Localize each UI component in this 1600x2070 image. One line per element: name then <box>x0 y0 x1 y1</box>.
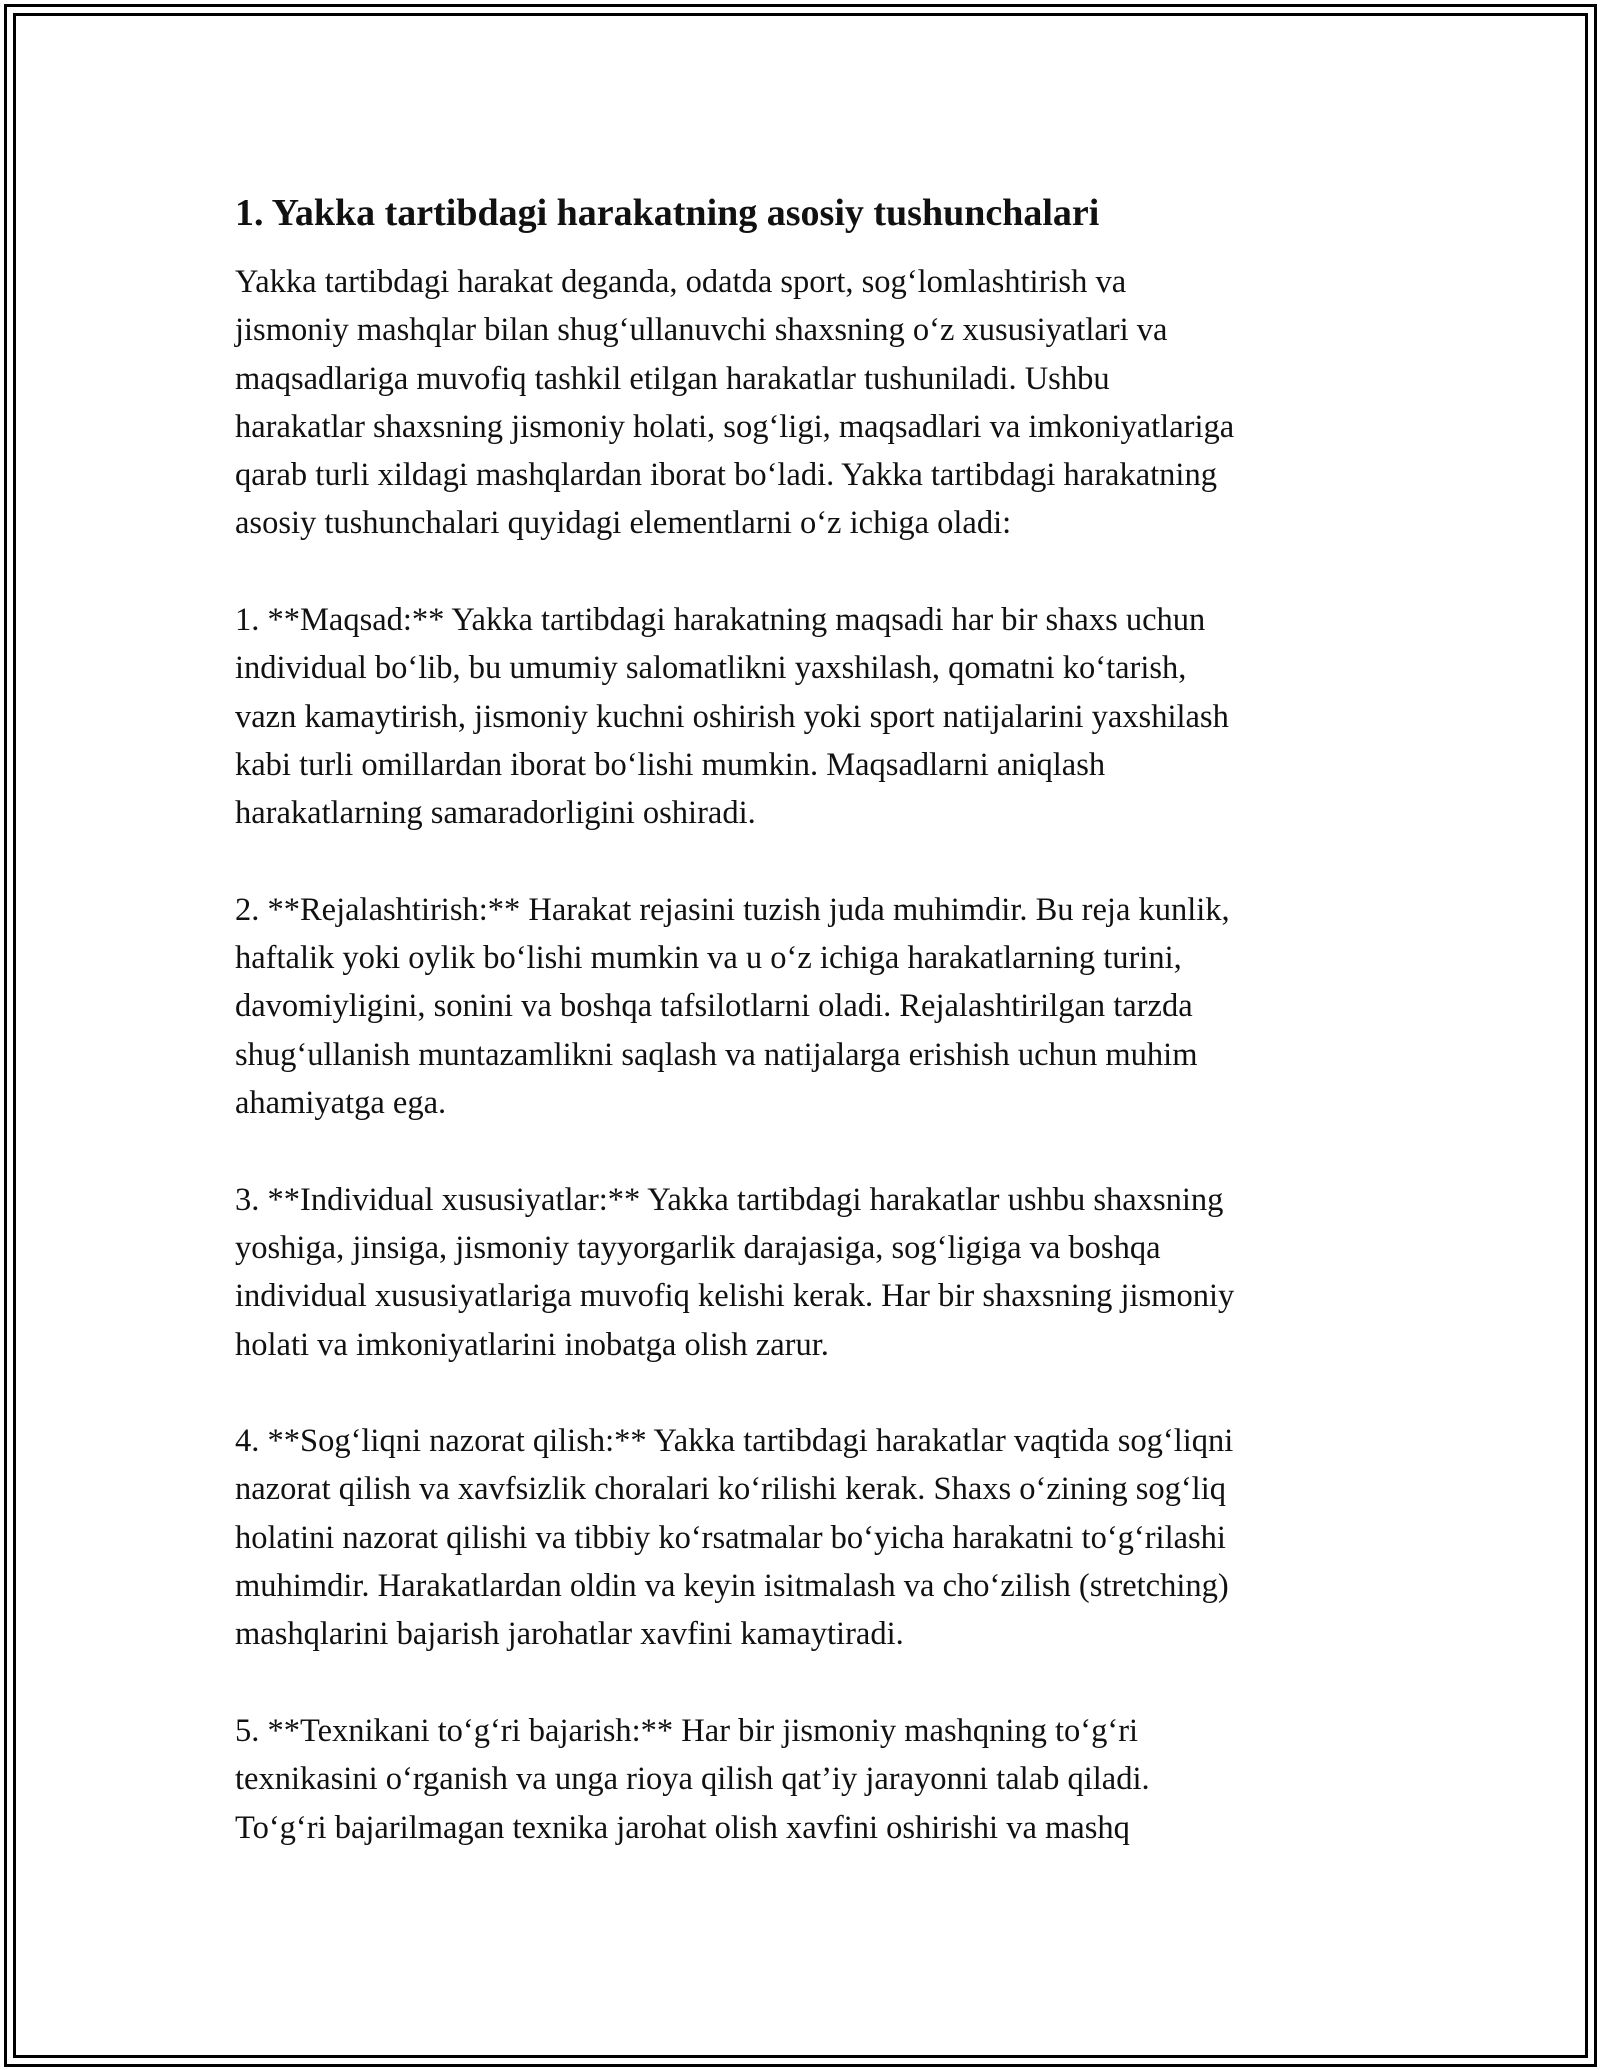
paragraph-rejalashtirish: 2. **Rejalashtirish:** Harakat rejasini tuzish juda muhimdir. Bu reja kunlik, haftalik yoki oylik bo‘lishi mumkin va u o‘z ichiga harakatlarning turini, davomiyligini, sonini va boshqa tafsilotlarni oladi. Rejalashtirilgan tarzda shug‘ullanish muntazamlikni saqlash va natijalarga erishish uchun muhim ahamiyatga ega. <box>235 891 1230 1122</box>
paragraph-texnika: 5. **Texnikani to‘g‘ri bajarish:** Har bir jismoniy mashqning to‘g‘ri texnikasini o‘rganish va unga rioya qilish qat’iy jarayonni talab qiladi. To‘g‘ri bajarilmagan texnika jarohat olish xavfini oshirishi va mashq <box>235 1712 1150 1846</box>
document-body <box>235 185 1385 1900</box>
paragraph-maqsad: 1. **Maqsad:** Yakka tartibdagi harakatning maqsadi har bir shaxs uchun individual bo‘lib, bu umumiy salomatlikni yaxshilash, qomatni ko‘tarish, vazn kamaytirish, jismoniy kuchni oshirish yoki sport natijalarini yaxshilash kabi turli omillardan iborat bo‘lishi mumkin. Maqsadlarni aniqlash harakatlarning samaradorligini oshiradi. <box>235 602 1229 832</box>
paragraph-individual-xususiyatlar: 3. **Individual xususiyatlar:** Yakka tartibdagi harakatlar ushbu shaxsning yoshiga, jinsiga, jismoniy tayyorgarlik darajasiga, sog‘ligiga va boshqa individual xususiyatlariga muvofiq kelishi kerak. Har bir shaxsning jismoniy holati va imkoniyatlarini inobatga olish zarur. <box>235 1181 1235 1363</box>
section-heading: 1. Yakka tartibdagi harakatning asosiy tushunchalari <box>235 192 1100 234</box>
paragraph-sogliqni-nazorat: 4. **Sog‘liqni nazorat qilish:** Yakka tartibdagi harakatlar vaqtida sog‘liqni nazorat qilish va xavfsizlik choralari ko‘rilishi kerak. Shaxs o‘zining sog‘liq holatini nazorat qilishi va tibbiy ko‘rsatmalar bo‘yicha harakatni to‘g‘rilashi muhimdir. Harakatlardan oldin va keyin isitmalash va cho‘zilish (stretching) mashqlarini bajarish jarohatlar xavfini kamaytiradi. <box>235 1423 1234 1653</box>
intro-paragraph: Yakka tartibdagi harakat deganda, odatda sport, sog‘lomlashtirish va jismoniy mashqlar bilan shug‘ullanuvchi shaxsning o‘z xususiyatlari va maqsadlariga muvofiq tashkil etilgan harakatlar tushuniladi. Ushbu harakatlar shaxsning jismoniy holati, sog‘ligi, maqsadlari va imkoniyatlariga qarab turli xildagi mashqlardan iborat bo‘ladi. Yakka tartibdagi harakatning asosiy tushunchalari quyidagi elementlarni o‘z ichiga oladi: <box>235 264 1235 542</box>
